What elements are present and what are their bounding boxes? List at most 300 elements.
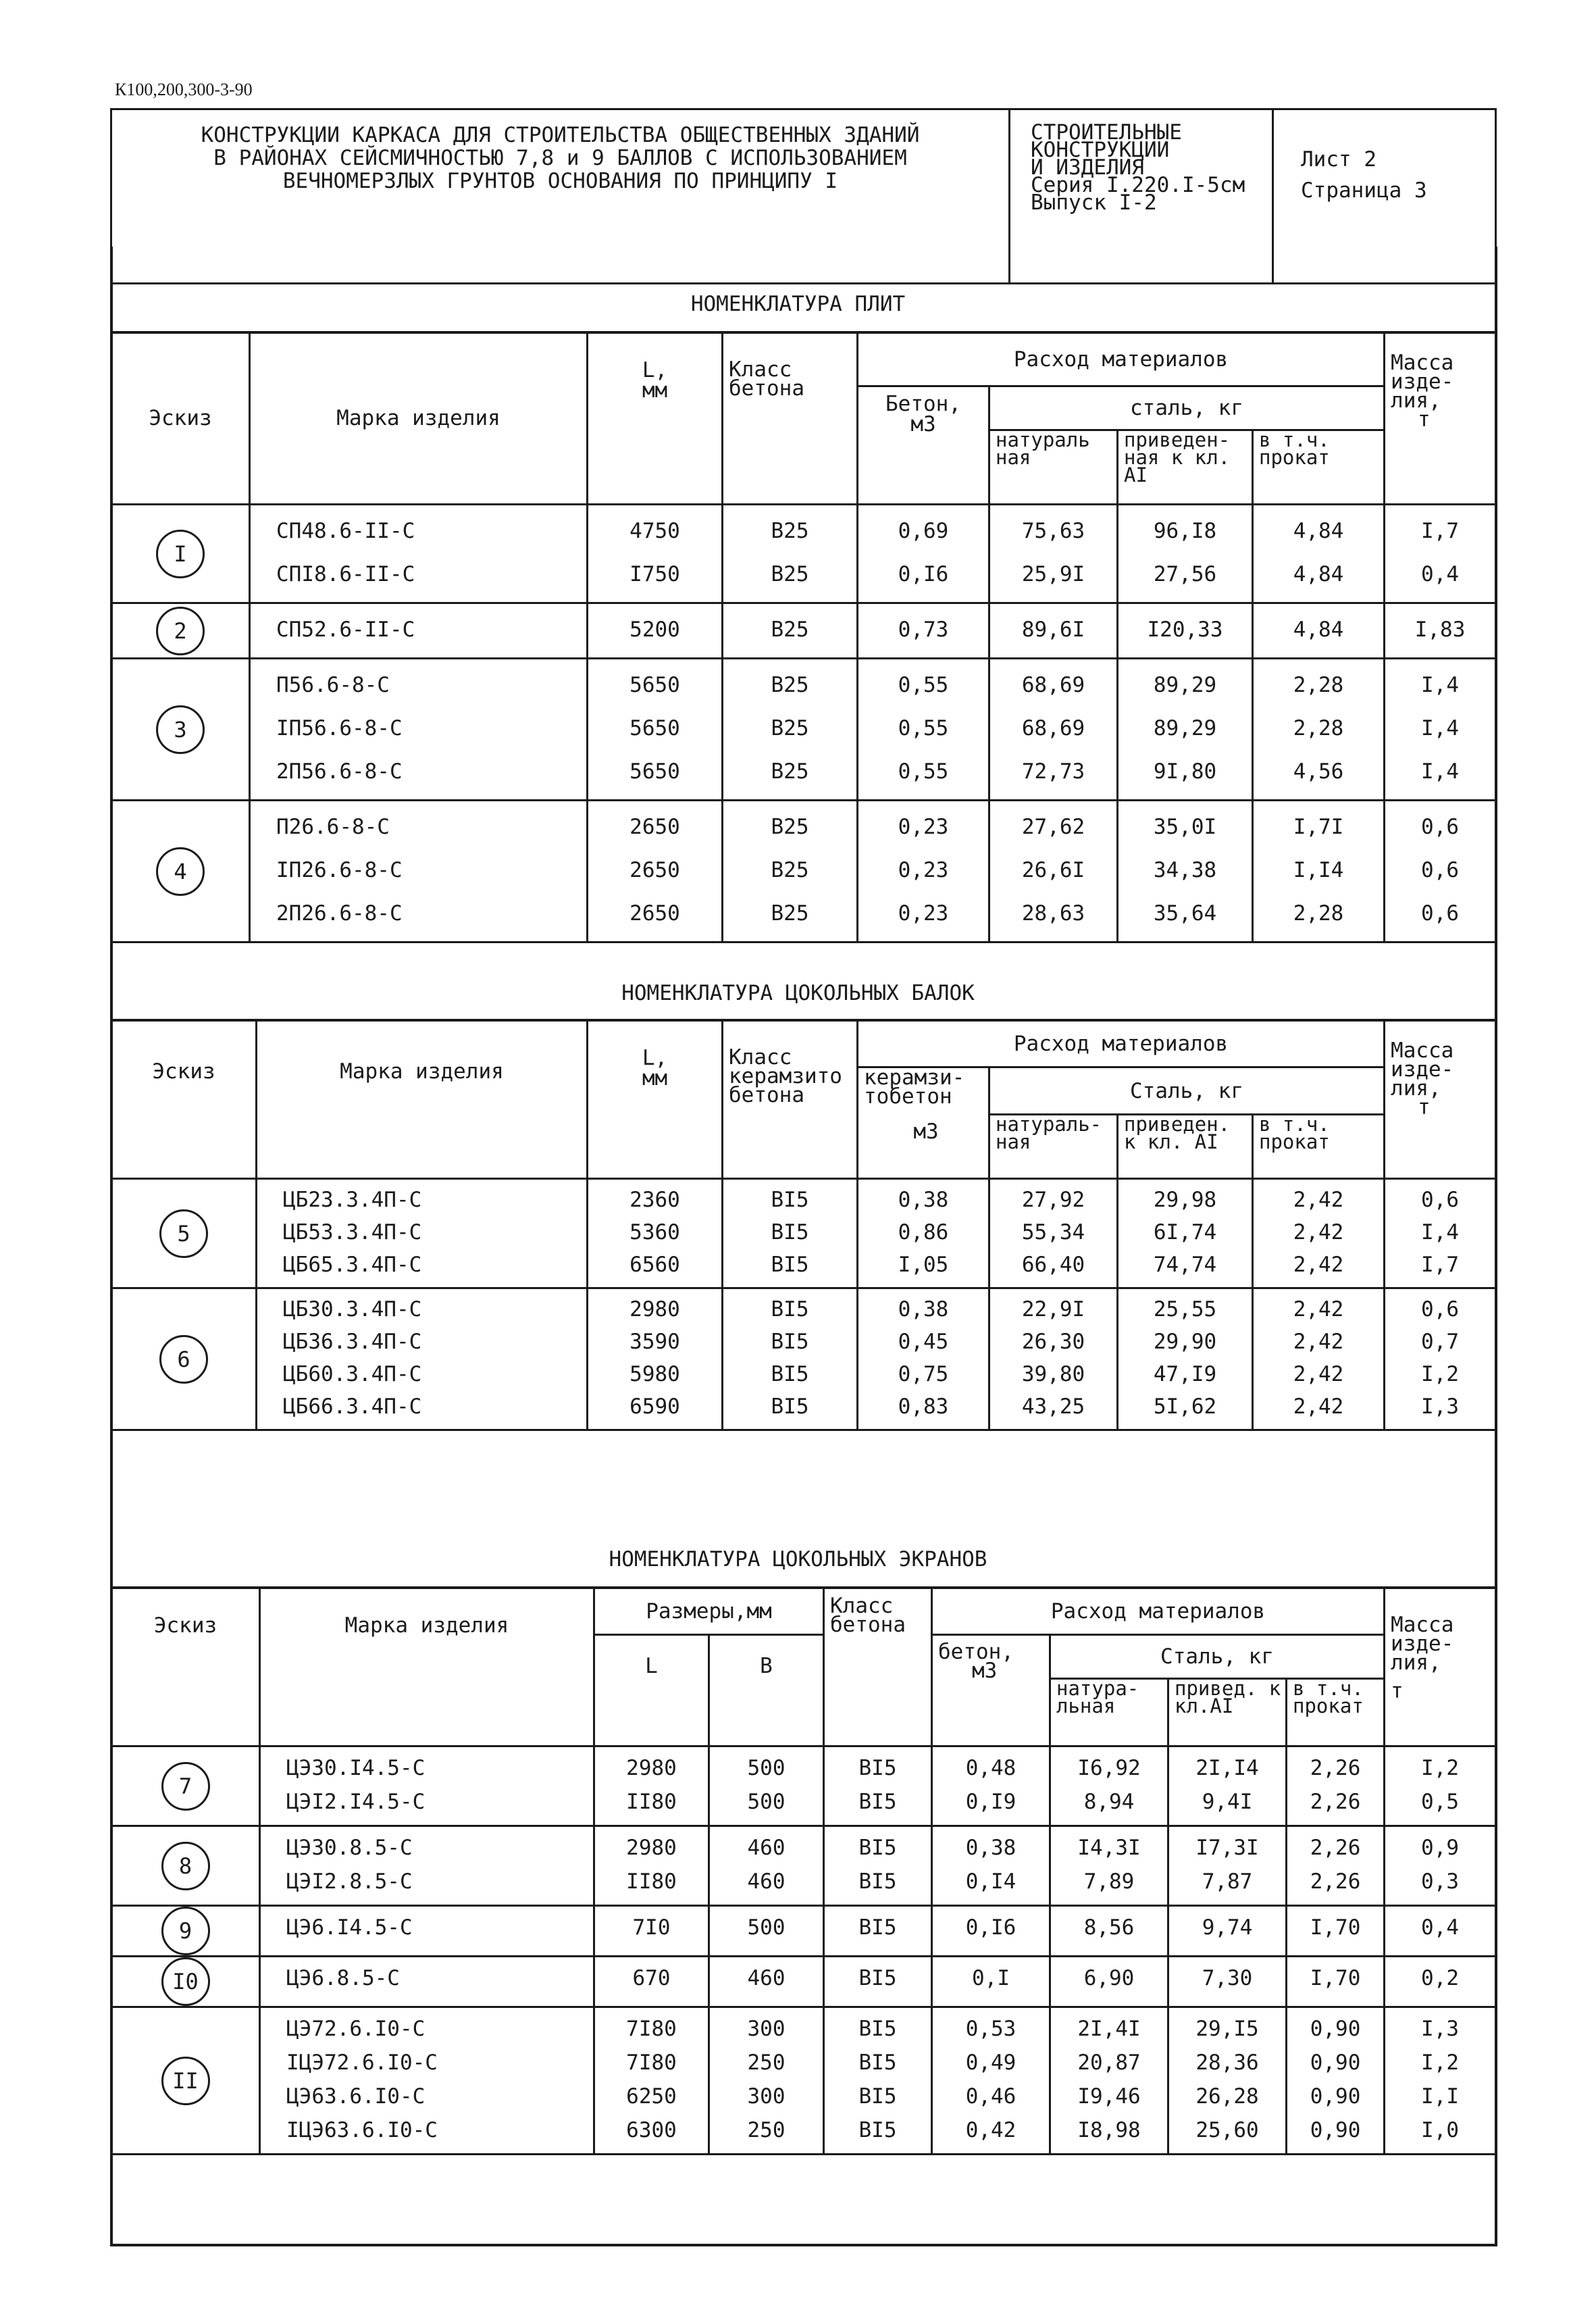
length-value: 7I0 xyxy=(632,1915,671,1940)
length-label: L, xyxy=(642,1046,668,1070)
sketch-cell xyxy=(111,505,250,603)
length-unit: мм xyxy=(642,1066,668,1090)
steel-natural-value: I6,92 xyxy=(1077,1756,1141,1780)
steel-rolled-value: 2,42 xyxy=(1293,1362,1344,1386)
concrete-value: 0,69 xyxy=(898,519,949,543)
concrete-value: 0,55 xyxy=(898,673,949,697)
col-mass xyxy=(1385,1588,1496,1746)
steel-natural-value: 66,40 xyxy=(1021,1253,1085,1277)
series-line: Серия I.220.I-5см xyxy=(1031,173,1245,197)
mass-column-cell xyxy=(1385,1906,1496,1957)
length-value: 2650 xyxy=(629,858,680,882)
col-reduced: приведен- ная к кл. AI xyxy=(1118,430,1253,505)
concrete-value: 0,I xyxy=(972,1966,1010,1990)
mass-value: 0,2 xyxy=(1421,1966,1460,1990)
page-number: Страница 3 xyxy=(1301,178,1427,203)
steel-natural-value: 68,69 xyxy=(1021,716,1085,740)
length-value: 2980 xyxy=(629,1297,680,1322)
length-value: 2980 xyxy=(626,1836,677,1860)
concrete-column-cell xyxy=(858,1179,989,1288)
steel-rolled-column-cell xyxy=(1287,2007,1385,2155)
col-natural: натураль ная xyxy=(989,430,1118,505)
length-value: 6300 xyxy=(626,2118,677,2142)
class-value: BI5 xyxy=(858,1790,897,1814)
title-line: КОНСТРУКЦИИ КАРКАСА ДЛЯ СТРОИТЕЛЬСТВА ОБЩЕСТВЕННЫХ ЗДАНИЙ xyxy=(201,123,920,147)
length-value: 5200 xyxy=(629,618,680,642)
width-value: 300 xyxy=(747,2017,786,2041)
page-frame-lower xyxy=(110,2156,1497,2244)
class-value: B25 xyxy=(771,716,809,740)
class-column-cell xyxy=(824,1957,932,2007)
width-column-cell xyxy=(709,2007,824,2155)
mass-value: 0,6 xyxy=(1421,1297,1460,1322)
steel-natural-column-cell xyxy=(989,659,1118,801)
length-value: 2650 xyxy=(629,901,680,926)
steel-rolled-value: 4,56 xyxy=(1293,759,1344,784)
steel-rolled-value: I,7I xyxy=(1293,815,1344,839)
sketch-marker: 6 xyxy=(159,1335,208,1384)
steel-reduced-value: 89,29 xyxy=(1153,673,1217,697)
concrete-value: I,05 xyxy=(898,1253,949,1277)
series-line: И ИЗДЕЛИЯ xyxy=(1031,155,1144,180)
length-value: II80 xyxy=(626,1790,677,1814)
steel-rolled-value: 2,42 xyxy=(1293,1297,1344,1322)
width-value: 500 xyxy=(747,1915,786,1940)
steel-natural-value: 43,25 xyxy=(1021,1394,1085,1419)
col-concrete xyxy=(932,1635,1050,1746)
mark-value: ЦЭ30.I4.5-С xyxy=(286,1756,426,1780)
mark-value: 2П56.6-8-С xyxy=(276,759,403,784)
col-length xyxy=(588,1020,723,1179)
mass-column-cell xyxy=(1385,1826,1496,1906)
steel-rolled-value: 4,84 xyxy=(1293,562,1344,586)
mark-value: ЦБ23.3.4П-С xyxy=(283,1188,422,1212)
mass-value: I,I xyxy=(1421,2084,1460,2109)
steel-reduced-column-cell xyxy=(1118,659,1253,801)
sheet-number: Лист 2 xyxy=(1301,147,1376,172)
steel-reduced-value: 35,0I xyxy=(1153,815,1217,839)
mark-value: IЦЭ63.6.I0-С xyxy=(286,2118,438,2142)
steel-reduced-column-cell xyxy=(1118,603,1253,659)
sketch-marker: II xyxy=(161,2057,210,2105)
mark-value: ЦБ36.3.4П-С xyxy=(283,1330,422,1354)
col-steel: Сталь, кг xyxy=(1050,1635,1385,1679)
document-code: К100,200,300-3-90 xyxy=(115,80,253,99)
steel-rolled-column-cell xyxy=(1287,1826,1385,1906)
concrete-value: 0,38 xyxy=(898,1188,949,1212)
group-row xyxy=(111,1957,1496,2007)
class-value: BI5 xyxy=(771,1253,809,1277)
width-column-cell xyxy=(709,1826,824,1906)
mass-value: 0,7 xyxy=(1421,1330,1460,1354)
mass-column-cell xyxy=(1385,1179,1496,1288)
length-column-cell xyxy=(588,1179,723,1288)
steel-natural-value: I4,3I xyxy=(1077,1836,1141,1860)
concrete-value: 0,48 xyxy=(965,1756,1016,1780)
col-incl: в т.ч. прокат xyxy=(1287,1679,1385,1746)
mark-value: СП48.6-II-С xyxy=(276,519,415,543)
length-label: L, xyxy=(642,358,668,382)
concrete-column-cell xyxy=(932,1746,1050,1826)
length-value: 670 xyxy=(632,1966,671,1990)
steel-rolled-value: I,70 xyxy=(1310,1966,1361,1990)
col-incl: в т.ч. прокат xyxy=(1253,430,1385,505)
class-column-cell xyxy=(723,505,858,603)
width-value: 300 xyxy=(747,2084,786,2109)
steel-reduced-column-cell xyxy=(1168,2007,1287,2155)
steel-reduced-value: 29,90 xyxy=(1153,1330,1217,1354)
width-value: 250 xyxy=(747,2051,786,2075)
mark-value: ЦЭI2.8.5-С xyxy=(286,1869,413,1894)
mark-value: СП52.6-II-С xyxy=(276,618,415,642)
steel-rolled-value: 2,26 xyxy=(1310,1869,1361,1894)
mass-unit: т xyxy=(1391,1679,1404,1703)
concrete-label: бетон, xyxy=(938,1640,1014,1664)
length-value: 2360 xyxy=(629,1188,680,1212)
concrete-value: 0,I6 xyxy=(965,1915,1016,1940)
class-value: BI5 xyxy=(771,1330,809,1354)
steel-reduced-value: 2I,I4 xyxy=(1195,1756,1259,1780)
length-unit: мм xyxy=(642,378,668,403)
steel-natural-value: I9,46 xyxy=(1077,2084,1141,2109)
sketch-marker: I0 xyxy=(161,1957,210,2006)
steel-reduced-value: 25,60 xyxy=(1195,2118,1259,2142)
steel-natural-value: 75,63 xyxy=(1021,519,1085,543)
steel-reduced-value: 9I,80 xyxy=(1153,759,1217,784)
concrete-column-cell xyxy=(858,801,989,942)
steel-natural-column-cell xyxy=(989,1179,1118,1288)
steel-natural-value: 7,89 xyxy=(1083,1869,1135,1894)
class-value: BI5 xyxy=(771,1297,809,1322)
sketch-marker: 5 xyxy=(159,1209,208,1258)
width-column-cell xyxy=(709,1906,824,1957)
col-class: Класс бетона xyxy=(824,1588,932,1746)
mass-column-cell xyxy=(1385,505,1496,603)
steel-rolled-column-cell xyxy=(1253,659,1385,801)
steel-reduced-value: 26,28 xyxy=(1195,2084,1259,2109)
steel-natural-column-cell xyxy=(989,603,1118,659)
steel-rolled-value: 0,90 xyxy=(1310,2084,1361,2109)
steel-reduced-value: 74,74 xyxy=(1153,1253,1217,1277)
mark-value: IП26.6-8-С xyxy=(276,858,403,882)
sketch-cell xyxy=(111,1179,257,1288)
mark-value: ЦБ60.3.4П-С xyxy=(283,1362,422,1386)
steel-reduced-column-cell xyxy=(1118,1179,1253,1288)
steel-reduced-value: 28,36 xyxy=(1195,2051,1259,2075)
mark-value: ЦБ53.3.4П-С xyxy=(283,1220,422,1244)
width-column-cell xyxy=(709,1746,824,1826)
class-value: BI5 xyxy=(858,1836,897,1860)
mark-value: ЦБ65.3.4П-С xyxy=(283,1253,422,1277)
length-column-cell xyxy=(588,505,723,603)
length-value: 6560 xyxy=(629,1253,680,1277)
screens-table xyxy=(110,1586,1497,2155)
steel-rolled-value: 2,28 xyxy=(1293,901,1344,926)
class-value: B25 xyxy=(771,858,809,882)
sketch-marker: 3 xyxy=(156,705,205,754)
class-value: B25 xyxy=(771,618,809,642)
concrete-value: 0,42 xyxy=(965,2118,1016,2142)
steel-rolled-value: 2,42 xyxy=(1293,1394,1344,1419)
steel-rolled-value: 0,90 xyxy=(1310,2017,1361,2041)
mass-value: 0,6 xyxy=(1421,901,1460,926)
mark-value: П56.6-8-С xyxy=(276,673,390,697)
mass-value: 0,6 xyxy=(1421,815,1460,839)
steel-rolled-column-cell xyxy=(1253,505,1385,603)
sketch-marker: 8 xyxy=(161,1842,210,1890)
mass-column-cell xyxy=(1385,801,1496,942)
steel-reduced-value: 34,38 xyxy=(1153,858,1217,882)
sketch-cell xyxy=(111,1826,260,1906)
steel-natural-value: 8,94 xyxy=(1083,1790,1135,1814)
concrete-value: 0,53 xyxy=(965,2017,1016,2041)
length-column-cell xyxy=(594,1906,709,1957)
steel-rolled-value: 4,84 xyxy=(1293,519,1344,543)
screens-section-title: НОМЕНКЛАТУРА ЦОКОЛЬНЫХ ЭКРАНОВ xyxy=(609,1547,987,1571)
steel-reduced-value: 9,74 xyxy=(1202,1915,1253,1940)
class-value: BI5 xyxy=(858,1869,897,1894)
concrete-unit: м3 xyxy=(972,1659,998,1683)
sketch-marker: 7 xyxy=(161,1762,210,1811)
mass-column-cell xyxy=(1385,1746,1496,1826)
steel-rolled-column-cell xyxy=(1287,1906,1385,1957)
slabs-body xyxy=(111,505,1496,942)
concrete-value: 0,I4 xyxy=(965,1869,1016,1894)
group-row xyxy=(111,1179,1496,1288)
mass-value: I,4 xyxy=(1421,673,1460,697)
concrete-value: 0,38 xyxy=(898,1297,949,1322)
length-value: 5980 xyxy=(629,1362,680,1386)
col-sketch: Эскиз xyxy=(111,1588,260,1746)
steel-reduced-column-cell xyxy=(1118,1288,1253,1430)
mass-column-cell xyxy=(1385,2007,1496,2155)
concrete-value: 0,45 xyxy=(898,1330,949,1354)
steel-reduced-value: 47,I9 xyxy=(1153,1362,1217,1386)
width-value: 460 xyxy=(747,1869,786,1894)
steel-natural-value: 27,62 xyxy=(1021,815,1085,839)
mass-column-cell xyxy=(1385,659,1496,801)
group-row xyxy=(111,2007,1496,2155)
sketch-cell xyxy=(111,1746,260,1826)
col-sketch: Эскиз xyxy=(111,1020,257,1179)
length-value: 6250 xyxy=(626,2084,677,2109)
length-column-cell xyxy=(594,2007,709,2155)
class-value: B25 xyxy=(771,901,809,926)
steel-rolled-value: I,70 xyxy=(1310,1915,1361,1940)
mass-value: I,83 xyxy=(1414,618,1466,642)
concrete-value: 0,I6 xyxy=(898,562,949,586)
mark-value: ЦЭ6.8.5-С xyxy=(286,1966,400,1990)
length-value: 5650 xyxy=(629,759,680,784)
mass-value: 0,6 xyxy=(1421,858,1460,882)
mark-column-cell xyxy=(260,2007,594,2155)
col-concrete xyxy=(858,386,989,505)
sketch-cell xyxy=(111,1906,260,1957)
mark-column-cell xyxy=(260,1957,594,2007)
class-value: B25 xyxy=(771,815,809,839)
sketch-marker: 2 xyxy=(156,607,205,655)
steel-rolled-column-cell xyxy=(1253,1288,1385,1430)
steel-rolled-column-cell xyxy=(1287,1746,1385,1826)
mark-column-cell xyxy=(260,1746,594,1826)
mark-value: ЦЭI2.I4.5-С xyxy=(286,1790,426,1814)
col-consumption: Расход материалов xyxy=(858,1020,1385,1067)
col-dim-b: B xyxy=(709,1635,824,1746)
class-column-cell xyxy=(824,1826,932,1906)
steel-rolled-value: 0,90 xyxy=(1310,2118,1361,2142)
mark-value: IЦЭ72.6.I0-С xyxy=(286,2051,438,2075)
series-line: КОНСТРУКЦИИ xyxy=(1031,138,1170,162)
concrete-value: 0,75 xyxy=(898,1362,949,1386)
concrete-value: 0,23 xyxy=(898,858,949,882)
group-row xyxy=(111,505,1496,603)
screens-body xyxy=(111,1746,1496,2155)
col-dim-l: L xyxy=(594,1635,709,1746)
steel-reduced-column-cell xyxy=(1118,801,1253,942)
steel-reduced-value: 6I,74 xyxy=(1153,1220,1217,1244)
mass-value: I,7 xyxy=(1421,1253,1460,1277)
beams-body xyxy=(111,1179,1496,1430)
col-mass xyxy=(1385,332,1496,505)
steel-reduced-column-cell xyxy=(1118,505,1253,603)
steel-natural-value: 28,63 xyxy=(1021,901,1085,926)
length-value: I750 xyxy=(629,562,680,586)
concrete-unit: м3 xyxy=(910,412,936,436)
concrete-value: 0,55 xyxy=(898,759,949,784)
steel-reduced-value: 7,87 xyxy=(1202,1869,1253,1894)
group-row xyxy=(111,1746,1496,1826)
length-value: 6590 xyxy=(629,1394,680,1419)
mark-value: ЦЭ63.6.I0-С xyxy=(286,2084,426,2109)
concrete-value: 0,23 xyxy=(898,901,949,926)
mark-value: ЦЭ30.8.5-С xyxy=(286,1836,413,1860)
class-column-cell xyxy=(824,2007,932,2155)
steel-natural-value: 68,69 xyxy=(1021,673,1085,697)
mark-column-cell xyxy=(250,659,588,801)
steel-rolled-value: 2,42 xyxy=(1293,1220,1344,1244)
class-column-cell xyxy=(723,1288,858,1430)
mass-value: 0,3 xyxy=(1421,1869,1460,1894)
mark-value: ЦБ30.3.4П-С xyxy=(283,1297,422,1322)
width-value: 460 xyxy=(747,1836,786,1860)
sketch-cell xyxy=(111,603,250,659)
length-column-cell xyxy=(594,1746,709,1826)
steel-reduced-value: 29,98 xyxy=(1153,1188,1217,1212)
class-value: B25 xyxy=(771,519,809,543)
col-class: Класс керамзито бетона xyxy=(723,1020,858,1179)
width-value: 250 xyxy=(747,2118,786,2142)
steel-rolled-column-cell xyxy=(1253,1179,1385,1288)
steel-reduced-value: 7,30 xyxy=(1202,1966,1253,1990)
mark-column-cell xyxy=(250,505,588,603)
steel-reduced-value: I20,33 xyxy=(1147,618,1223,642)
steel-rolled-column-cell xyxy=(1253,801,1385,942)
sketch-marker: 4 xyxy=(156,847,205,896)
length-value: 4750 xyxy=(629,519,680,543)
group-row xyxy=(111,603,1496,659)
concrete-column-cell xyxy=(932,1826,1050,1906)
length-value: 5360 xyxy=(629,1220,680,1244)
length-value: 7I80 xyxy=(626,2051,677,2075)
mass-value: I,2 xyxy=(1421,1362,1460,1386)
steel-rolled-value: 2,26 xyxy=(1310,1790,1361,1814)
col-reduced: приведен. к кл. AI xyxy=(1118,1115,1253,1179)
concrete-label: керамзи- тобетон xyxy=(864,1065,965,1109)
steel-rolled-value: I,I4 xyxy=(1293,858,1344,882)
concrete-column-cell xyxy=(858,659,989,801)
steel-reduced-column-cell xyxy=(1168,1746,1287,1826)
width-column-cell xyxy=(709,1957,824,2007)
steel-reduced-value: 27,56 xyxy=(1153,562,1217,586)
group-row xyxy=(111,1826,1496,1906)
concrete-value: 0,I9 xyxy=(965,1790,1016,1814)
col-natural: натура- льная xyxy=(1050,1679,1168,1746)
mass-column-cell xyxy=(1385,1288,1496,1430)
group-row xyxy=(111,1906,1496,1957)
mark-column-cell xyxy=(250,801,588,942)
concrete-column-cell xyxy=(858,1288,989,1430)
class-column-cell xyxy=(723,659,858,801)
steel-natural-value: 39,80 xyxy=(1021,1362,1085,1386)
mass-value: 0,9 xyxy=(1421,1836,1460,1860)
mass-value: 0,6 xyxy=(1421,1188,1460,1212)
class-value: BI5 xyxy=(771,1394,809,1419)
steel-rolled-column-cell xyxy=(1253,603,1385,659)
class-value: BI5 xyxy=(858,2051,897,2075)
mark-column-cell xyxy=(260,1906,594,1957)
steel-reduced-value: 9,4I xyxy=(1202,1790,1253,1814)
length-value: 5650 xyxy=(629,673,680,697)
length-value: 7I80 xyxy=(626,2017,677,2041)
concrete-value: 0,55 xyxy=(898,716,949,740)
steel-natural-value: 25,9I xyxy=(1021,562,1085,586)
col-sketch: Эскиз xyxy=(111,332,250,505)
sketch-cell xyxy=(111,1957,260,2007)
mass-value: I,2 xyxy=(1421,1756,1460,1780)
mass-column-cell xyxy=(1385,1957,1496,2007)
concrete-column-cell xyxy=(858,603,989,659)
mass-value: I,4 xyxy=(1421,716,1460,740)
width-value: 500 xyxy=(747,1756,786,1780)
steel-natural-value: 26,6I xyxy=(1021,858,1085,882)
length-column-cell xyxy=(594,1957,709,2007)
mass-unit: т xyxy=(1418,407,1431,432)
steel-reduced-column-cell xyxy=(1168,1906,1287,1957)
steel-rolled-value: 2,42 xyxy=(1293,1188,1344,1212)
steel-rolled-value: 4,84 xyxy=(1293,618,1344,642)
steel-natural-value: 72,73 xyxy=(1021,759,1085,784)
mass-value: 0,5 xyxy=(1421,1790,1460,1814)
steel-reduced-value: 89,29 xyxy=(1153,716,1217,740)
series-line: Выпуск I-2 xyxy=(1031,191,1157,215)
mark-column-cell xyxy=(257,1288,588,1430)
mass-value: I,4 xyxy=(1421,1220,1460,1244)
steel-natural-value: I8,98 xyxy=(1077,2118,1141,2142)
steel-reduced-column-cell xyxy=(1168,1957,1287,2007)
steel-natural-value: 2I,4I xyxy=(1077,2017,1141,2041)
steel-natural-value: 55,34 xyxy=(1021,1220,1085,1244)
class-value: B25 xyxy=(771,759,809,784)
class-value: BI5 xyxy=(858,2017,897,2041)
steel-rolled-value: 2,42 xyxy=(1293,1330,1344,1354)
steel-natural-column-cell xyxy=(1050,1906,1168,1957)
concrete-value: 0,46 xyxy=(965,2084,1016,2109)
col-dims: Размеры,мм xyxy=(594,1588,824,1635)
steel-rolled-value: 2,26 xyxy=(1310,1836,1361,1860)
mass-column-cell xyxy=(1385,603,1496,659)
steel-natural-column-cell xyxy=(989,1288,1118,1430)
steel-natural-value: 20,87 xyxy=(1077,2051,1141,2075)
